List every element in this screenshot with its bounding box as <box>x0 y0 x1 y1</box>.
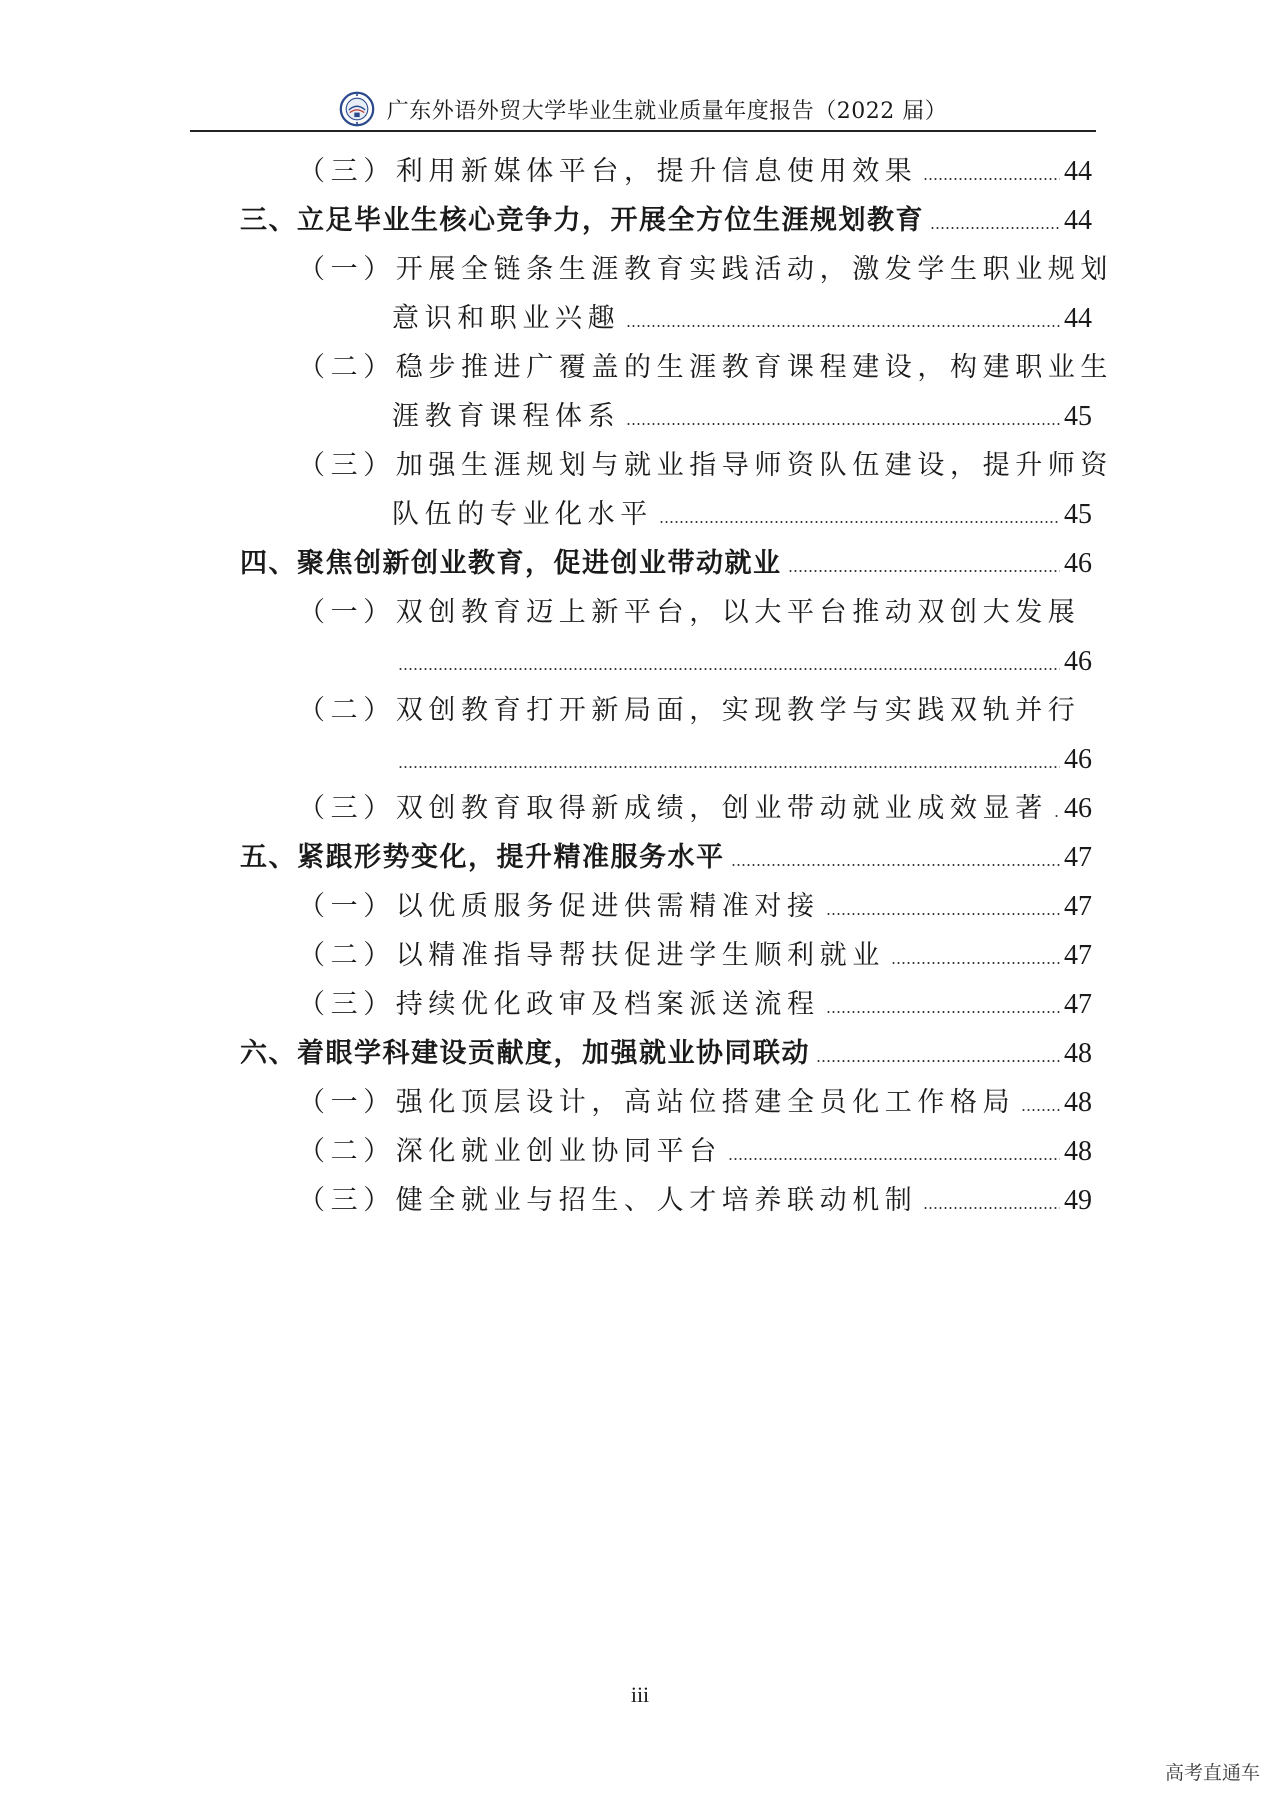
toc-entry-title: （三）健全就业与招生、人才培养联动机制 <box>298 1185 918 1216</box>
toc-page-number: 44 <box>1064 156 1092 187</box>
toc-leader-dots <box>731 864 1061 866</box>
toc-subsection-entry <box>298 887 1092 927</box>
toc-leader-dots <box>398 766 1060 768</box>
toc-leader-dots <box>923 178 1060 180</box>
toc-leader-dots <box>659 521 1060 523</box>
toc-leader-dots <box>1054 815 1060 817</box>
university-seal-icon <box>339 91 375 127</box>
toc-entry-title: （二）以精准指导帮扶促进学生顺利就业 <box>298 940 885 971</box>
toc-page-number: 45 <box>1064 401 1092 432</box>
toc-entry-title: 四、聚焦创新创业教育，促进创业带动就业 <box>240 548 782 579</box>
toc-page-number: 48 <box>1064 1136 1092 1167</box>
page-header <box>190 90 1096 128</box>
page-number: iii <box>630 1682 650 1707</box>
toc-page-number: 44 <box>1064 205 1092 236</box>
toc-entry-title: （二）深化就业创业协同平台 <box>298 1136 722 1167</box>
toc-subsection-entry <box>298 789 1092 829</box>
toc-leader-dots <box>626 325 1060 327</box>
header-divider <box>190 130 1096 132</box>
toc-page-number: 48 <box>1064 1087 1092 1118</box>
toc-section-entry <box>240 201 1092 241</box>
toc-leader-dots <box>728 1158 1060 1160</box>
toc-page-number: 44 <box>1064 303 1092 334</box>
toc-entry-title: 意识和职业兴趣 <box>392 303 621 334</box>
toc-entry-title: （三）持续优化政审及档案派送流程 <box>298 989 820 1020</box>
toc-entry-title: （一）开展全链条生涯教育实践活动，激发学生职业规划 <box>298 254 1113 285</box>
toc-subsection-entry <box>298 446 1113 486</box>
toc-entry-continuation <box>392 397 1092 437</box>
toc-page-number: 45 <box>1064 499 1092 530</box>
toc-entry-title: 五、紧跟形势变化，提升精准服务水平 <box>240 842 725 873</box>
toc-entry-title: （三）加强生涯规划与就业指导师资队伍建设，提升师资 <box>298 450 1113 481</box>
toc-entry-continuation <box>392 495 1092 535</box>
toc-entry-title: （三）利用新媒体平台，提升信息使用效果 <box>298 156 918 187</box>
toc-page-number: 47 <box>1064 842 1092 873</box>
toc-page-number: 48 <box>1064 1038 1092 1069</box>
toc-entry-title: 六、着眼学科建设贡献度，加强就业协同联动 <box>240 1038 810 1069</box>
toc-subsection-entry <box>298 936 1092 976</box>
toc-page-number: 49 <box>1064 1185 1092 1216</box>
toc-entry-title: 三、立足毕业生核心竞争力，开展全方位生涯规划教育 <box>240 205 924 236</box>
toc-entry-continuation <box>392 299 1092 339</box>
toc-page-number: 46 <box>1064 793 1092 824</box>
toc-leader-dots <box>826 913 1060 915</box>
toc-page-number: 47 <box>1064 891 1092 922</box>
toc-subsection-entry <box>298 1083 1092 1123</box>
watermark-text: 高考直通车 <box>1164 1762 1260 1784</box>
toc-leader-dots <box>930 227 1060 229</box>
toc-leader-dots <box>923 1207 1060 1209</box>
toc-page-number: 47 <box>1064 940 1092 971</box>
toc-leader-dots <box>891 962 1060 964</box>
toc-page-number: 46 <box>1064 744 1092 775</box>
toc-entry-title: （三）双创教育取得新成绩，创业带动就业成效显著 <box>298 793 1048 824</box>
toc-entry-title: 队伍的专业化水平 <box>392 499 653 530</box>
toc-leader-dots <box>826 1011 1060 1013</box>
toc-entry-title: （二）双创教育打开新局面，实现教学与实践双轨并行 <box>298 695 1081 726</box>
toc-subsection-entry <box>298 593 1092 633</box>
toc-leader-dots <box>626 423 1060 425</box>
toc-entry-continuation <box>392 642 1092 682</box>
toc-entry-title: （一）强化顶层设计，高站位搭建全员化工作格局 <box>298 1087 1016 1118</box>
toc-subsection-entry <box>298 1132 1092 1172</box>
toc-subsection-entry <box>298 691 1092 731</box>
toc-page-number: 46 <box>1064 646 1092 677</box>
toc-entry-title: （一）以优质服务促进供需精准对接 <box>298 891 820 922</box>
toc-subsection-entry <box>298 152 1092 192</box>
report-title: 广东外语外贸大学毕业生就业质量年度报告（2022 届） <box>386 98 948 124</box>
toc-leader-dots <box>398 668 1060 670</box>
toc-entry-continuation <box>392 740 1092 780</box>
toc-entry-title: 涯教育课程体系 <box>392 401 621 432</box>
toc-subsection-entry <box>298 348 1113 388</box>
toc-subsection-entry <box>298 250 1113 290</box>
toc-subsection-entry <box>298 985 1092 1025</box>
toc-entry-title: （一）双创教育迈上新平台，以大平台推动双创大发展 <box>298 597 1081 628</box>
toc-leader-dots <box>788 570 1061 572</box>
toc-leader-dots <box>816 1060 1060 1062</box>
toc-page-number: 46 <box>1064 548 1092 579</box>
toc-leader-dots <box>1021 1109 1060 1111</box>
toc-subsection-entry <box>298 1181 1092 1221</box>
toc-section-entry <box>240 544 1092 584</box>
toc-page-number: 47 <box>1064 989 1092 1020</box>
toc-entry-title: （二）稳步推进广覆盖的生涯教育课程建设，构建职业生 <box>298 352 1113 383</box>
toc-section-entry <box>240 838 1092 878</box>
toc-section-entry <box>240 1034 1092 1074</box>
